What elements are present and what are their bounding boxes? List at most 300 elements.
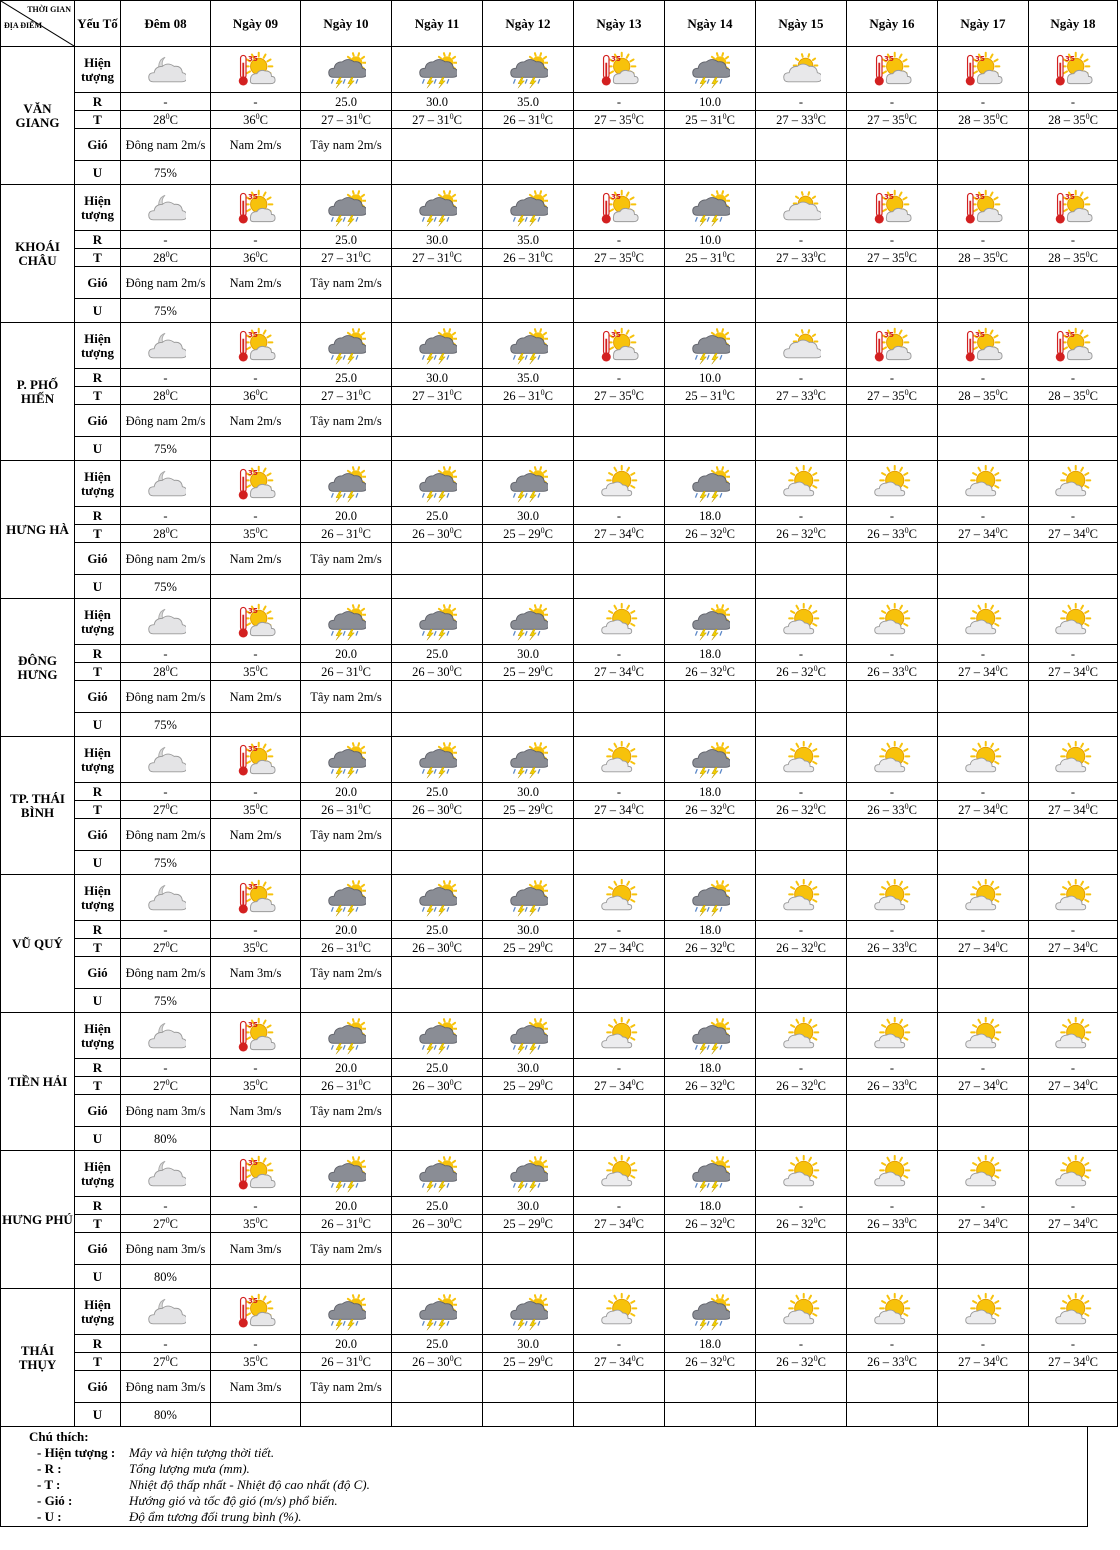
humidity-value <box>483 1127 574 1151</box>
partly-sunny-icon <box>963 464 1003 504</box>
temperature-range: 27 – 31 <box>321 388 359 403</box>
rain-value: - <box>121 1059 211 1077</box>
row-label-phenomenon: Hiện tượng <box>75 47 121 93</box>
rain-value: - <box>1029 645 1118 663</box>
wind-value <box>1029 957 1118 989</box>
humidity-value <box>483 299 574 323</box>
temperature-range: 26 – 32 <box>685 1354 723 1369</box>
temperature-row <box>1 939 1118 957</box>
wind-value: Tây nam 2m/s <box>301 267 392 299</box>
rain-value: 30.0 <box>483 1335 574 1353</box>
rain-value: 35.0 <box>483 93 574 111</box>
temperature-range: 25 – 31 <box>685 112 723 127</box>
thunderstorm-icon <box>417 1292 457 1332</box>
temperature-value <box>574 1215 665 1233</box>
temperature-unit: C <box>1089 250 1098 265</box>
humidity-value <box>1029 161 1118 185</box>
temperature-range: 27 – 34 <box>594 1354 632 1369</box>
temperature-value <box>121 1077 211 1095</box>
temperature-unit: C <box>908 526 917 541</box>
wind-row <box>1 405 1118 437</box>
humidity-value: 75% <box>121 299 211 323</box>
rain-row <box>1 783 1118 801</box>
partly-sunny-icon <box>781 602 821 642</box>
temperature-value <box>211 387 301 405</box>
temperature-range: 27 – 33 <box>776 112 814 127</box>
legend-key: - T : <box>37 1477 61 1492</box>
temperature-range: 26 – 33 <box>867 526 905 541</box>
degree-sign: 0 <box>904 525 909 535</box>
weather-icon-cell <box>211 599 301 645</box>
weather-icon-cell <box>847 1289 938 1335</box>
weather-icon-cell <box>756 461 847 507</box>
temperature-unit: C <box>453 1354 462 1369</box>
temperature-unit: C <box>544 112 553 127</box>
degree-sign: 0 <box>540 525 545 535</box>
degree-sign: 0 <box>540 1215 545 1225</box>
humidity-value <box>1029 713 1118 737</box>
humidity-value <box>301 437 392 461</box>
partly-sunny-icon <box>599 878 639 918</box>
rain-value: 18.0 <box>665 1059 756 1077</box>
degree-sign: 0 <box>631 1215 636 1225</box>
weather-icon-cell <box>121 875 211 921</box>
row-label-rain: R <box>75 921 121 939</box>
temperature-value <box>483 387 574 405</box>
weather-icon-cell <box>665 1151 756 1197</box>
wind-value <box>756 129 847 161</box>
wind-value: Nam 3m/s <box>211 1233 301 1265</box>
temperature-value <box>938 801 1029 819</box>
humidity-value <box>665 1403 756 1427</box>
humidity-value <box>847 299 938 323</box>
degree-sign: 0 <box>449 249 454 259</box>
location-name: KHOÁI CHÂU <box>1 185 75 323</box>
weather-icon-cell <box>483 875 574 921</box>
rain-value: - <box>847 231 938 249</box>
temperature-unit: C <box>169 112 178 127</box>
svg-text:35: 35 <box>247 1019 258 1029</box>
location-name: ĐÔNG HƯNG <box>1 599 75 737</box>
rain-value: - <box>121 1335 211 1353</box>
temperature-value <box>1029 1215 1118 1233</box>
thunderstorm-icon <box>417 602 457 642</box>
weather-icon-cell <box>211 1151 301 1197</box>
weather-icon-cell <box>756 47 847 93</box>
weather-icon-cell <box>392 1151 483 1197</box>
temperature-value <box>847 663 938 681</box>
temperature-value <box>301 1077 392 1095</box>
wind-value <box>756 681 847 713</box>
weather-icon-cell <box>847 47 938 93</box>
wind-value <box>938 1095 1029 1127</box>
rain-value: 20.0 <box>301 645 392 663</box>
wind-value <box>756 1371 847 1403</box>
degree-sign: 0 <box>1085 1353 1090 1363</box>
temperature-range: 27 – 34 <box>1048 1216 1086 1231</box>
row-label-humidity: U <box>75 1403 121 1427</box>
partly-sunny-icon <box>963 878 1003 918</box>
temperature-unit: C <box>453 1216 462 1231</box>
partly-sunny-icon <box>872 602 912 642</box>
humidity-value <box>847 713 938 737</box>
day-header: Ngày 16 <box>847 1 938 47</box>
hot-sun-icon <box>872 326 912 366</box>
humidity-value <box>483 1265 574 1289</box>
weather-icon-cell <box>847 323 938 369</box>
temperature-unit: C <box>817 1078 826 1093</box>
temperature-value <box>1029 1077 1118 1095</box>
temperature-range: 28 – 35 <box>1048 112 1086 127</box>
hot-sun-icon <box>1053 188 1093 228</box>
temperature-value <box>847 1077 938 1095</box>
svg-text:35: 35 <box>247 329 258 339</box>
temperature-value <box>756 1215 847 1233</box>
rain-value: - <box>574 369 665 387</box>
rain-value: 20.0 <box>301 507 392 525</box>
temperature-unit: C <box>544 388 553 403</box>
degree-sign: 0 <box>255 1077 260 1087</box>
temperature-unit: C <box>635 388 644 403</box>
temperature-unit: C <box>817 526 826 541</box>
weather-icon-cell <box>483 1151 574 1197</box>
temperature-unit: C <box>999 802 1008 817</box>
row-label-wind: Gió <box>75 1233 121 1265</box>
degree-sign: 0 <box>358 1077 363 1087</box>
weather-icon-cell <box>483 1289 574 1335</box>
hot-sun-icon <box>1053 50 1093 90</box>
temperature-range: 27 – 34 <box>958 802 996 817</box>
day-header: Ngày 18 <box>1029 1 1118 47</box>
rain-value: - <box>211 93 301 111</box>
wind-value: Đông nam 3m/s <box>121 1233 211 1265</box>
row-label-humidity: U <box>75 299 121 323</box>
degree-sign: 0 <box>904 387 909 397</box>
humidity-value: 75% <box>121 161 211 185</box>
temperature-row <box>1 663 1118 681</box>
thunderstorm-icon <box>690 878 730 918</box>
weather-icon-cell <box>574 599 665 645</box>
degree-sign: 0 <box>813 1215 818 1225</box>
humidity-value <box>483 437 574 461</box>
temperature-unit: C <box>1089 664 1098 679</box>
row-label-phenomenon: Hiện tượng <box>75 875 121 921</box>
temperature-range: 26 – 32 <box>685 940 723 955</box>
weather-icon-cell <box>483 461 574 507</box>
temperature-range: 26 – 31 <box>321 1354 359 1369</box>
header-row <box>1 1 1118 47</box>
weather-icon-cell <box>301 47 392 93</box>
hot-sun-icon <box>872 188 912 228</box>
rain-value: 10.0 <box>665 93 756 111</box>
degree-sign: 0 <box>358 111 363 121</box>
temperature-range: 26 – 31 <box>503 388 541 403</box>
humidity-value <box>665 1265 756 1289</box>
temperature-unit: C <box>1089 1354 1098 1369</box>
weather-icon-cell <box>756 875 847 921</box>
wind-value <box>665 1371 756 1403</box>
temperature-range: 28 <box>153 664 166 679</box>
humidity-value: 75% <box>121 575 211 599</box>
degree-sign: 0 <box>165 111 170 121</box>
wind-value <box>392 1095 483 1127</box>
temperature-value <box>121 111 211 129</box>
temperature-unit: C <box>999 250 1008 265</box>
degree-sign: 0 <box>449 801 454 811</box>
weather-icon-cell <box>121 737 211 783</box>
humidity-value <box>665 161 756 185</box>
humidity-value <box>211 713 301 737</box>
temperature-value <box>483 1353 574 1371</box>
temperature-range: 27 <box>153 940 166 955</box>
temperature-range: 26 – 32 <box>776 1078 814 1093</box>
wind-value <box>665 405 756 437</box>
row-label-temperature: T <box>75 387 121 405</box>
temperature-unit: C <box>544 526 553 541</box>
degree-sign: 0 <box>540 111 545 121</box>
legend-description: Tổng lượng mưa (mm). <box>129 1461 250 1476</box>
degree-sign: 0 <box>255 525 260 535</box>
humidity-value <box>211 299 301 323</box>
humidity-value: 75% <box>121 851 211 875</box>
temperature-value <box>938 387 1029 405</box>
degree-sign: 0 <box>255 249 260 259</box>
humidity-value <box>211 161 301 185</box>
wind-value: Tây nam 2m/s <box>301 1371 392 1403</box>
rain-value: - <box>574 1335 665 1353</box>
degree-sign: 0 <box>631 525 636 535</box>
humidity-row <box>1 437 1118 461</box>
rain-value: - <box>211 1059 301 1077</box>
weather-icon-cell <box>301 185 392 231</box>
weather-icon-cell <box>1029 461 1118 507</box>
weather-icon-cell <box>392 1289 483 1335</box>
weather-icon-cell <box>574 47 665 93</box>
degree-sign: 0 <box>255 1215 260 1225</box>
humidity-value <box>1029 1265 1118 1289</box>
temperature-unit: C <box>259 802 268 817</box>
partly-sunny-icon <box>781 1154 821 1194</box>
temperature-value <box>938 1353 1029 1371</box>
cloudy-night-icon <box>146 1016 186 1056</box>
temperature-unit: C <box>362 1354 371 1369</box>
thunderstorm-icon <box>326 878 366 918</box>
rain-value: 30.0 <box>392 369 483 387</box>
rain-value: - <box>121 507 211 525</box>
weather-icon-cell <box>756 185 847 231</box>
temperature-value <box>301 801 392 819</box>
rain-value: 10.0 <box>665 231 756 249</box>
thunderstorm-icon <box>326 50 366 90</box>
weather-icon-cell <box>301 875 392 921</box>
day-header: Ngày 17 <box>938 1 1029 47</box>
rain-value: - <box>1029 783 1118 801</box>
wind-value <box>938 405 1029 437</box>
row-label-humidity: U <box>75 989 121 1013</box>
temperature-unit: C <box>453 388 462 403</box>
weather-icon-cell <box>301 1151 392 1197</box>
weather-icon-cell <box>121 461 211 507</box>
rain-value: - <box>1029 1059 1118 1077</box>
wind-value <box>1029 819 1118 851</box>
wind-value: Nam 3m/s <box>211 1095 301 1127</box>
wind-value <box>847 405 938 437</box>
rain-value: 30.0 <box>483 1059 574 1077</box>
temperature-unit: C <box>453 802 462 817</box>
wind-value <box>847 957 938 989</box>
degree-sign: 0 <box>255 663 260 673</box>
partly-sunny-icon <box>599 1154 639 1194</box>
rain-value: - <box>121 645 211 663</box>
temperature-value <box>665 1077 756 1095</box>
weather-icon-cell <box>211 1013 301 1059</box>
humidity-value <box>211 1127 301 1151</box>
weather-icon-cell <box>756 1013 847 1059</box>
location-name: TIỀN HẢI <box>1 1013 75 1151</box>
humidity-value <box>847 1403 938 1427</box>
weather-icon-cell <box>1029 875 1118 921</box>
temperature-range: 27 – 34 <box>958 940 996 955</box>
wind-value: Đông nam 2m/s <box>121 957 211 989</box>
humidity-value <box>847 1127 938 1151</box>
temperature-range: 27 – 34 <box>958 1216 996 1231</box>
temperature-unit: C <box>726 388 735 403</box>
wind-value <box>756 1233 847 1265</box>
thunderstorm-icon <box>508 464 548 504</box>
rain-value: 25.0 <box>392 921 483 939</box>
humidity-value <box>392 575 483 599</box>
temperature-value <box>665 939 756 957</box>
weather-icon-cell <box>392 185 483 231</box>
phenomenon-row <box>1 461 1118 507</box>
hot-sun-icon <box>963 326 1003 366</box>
temperature-range: 27 – 35 <box>594 112 632 127</box>
wind-value <box>1029 1095 1118 1127</box>
rain-value: 35.0 <box>483 231 574 249</box>
temperature-value <box>211 1077 301 1095</box>
wind-value: Nam 2m/s <box>211 543 301 575</box>
temperature-range: 27 – 34 <box>594 526 632 541</box>
humidity-value <box>665 713 756 737</box>
legend-key: - U : <box>37 1509 62 1524</box>
rain-value: 30.0 <box>483 921 574 939</box>
hot-sun-icon <box>872 50 912 90</box>
humidity-value <box>574 851 665 875</box>
rain-value: - <box>574 1197 665 1215</box>
temperature-unit: C <box>726 250 735 265</box>
legend-description: Mây và hiện tượng thời tiết. <box>129 1445 275 1460</box>
temperature-unit: C <box>908 388 917 403</box>
temperature-unit: C <box>726 664 735 679</box>
wind-value <box>574 1233 665 1265</box>
temperature-value <box>756 801 847 819</box>
humidity-value: 75% <box>121 989 211 1013</box>
weather-icon-cell <box>938 47 1029 93</box>
temperature-range: 28 <box>153 388 166 403</box>
humidity-value <box>211 1403 301 1427</box>
wind-value <box>938 1371 1029 1403</box>
wind-row <box>1 1371 1118 1403</box>
thunderstorm-icon <box>690 740 730 780</box>
temperature-unit: C <box>362 1216 371 1231</box>
temperature-value <box>211 663 301 681</box>
temperature-range: 27 – 31 <box>412 388 450 403</box>
temperature-unit: C <box>817 802 826 817</box>
rain-value: - <box>574 231 665 249</box>
temperature-value <box>1029 939 1118 957</box>
weather-icon-cell <box>574 1151 665 1197</box>
degree-sign: 0 <box>722 1353 727 1363</box>
degree-sign: 0 <box>995 249 1000 259</box>
thunderstorm-icon <box>417 1154 457 1194</box>
wind-value: Nam 3m/s <box>211 957 301 989</box>
weather-icon-cell <box>574 185 665 231</box>
temperature-value <box>483 1215 574 1233</box>
rain-value: - <box>756 1059 847 1077</box>
temperature-value <box>847 1353 938 1371</box>
degree-sign: 0 <box>358 1353 363 1363</box>
wind-value <box>483 405 574 437</box>
humidity-value <box>1029 437 1118 461</box>
temperature-value <box>483 663 574 681</box>
cloudy-night-icon <box>146 602 186 642</box>
hot-sun-icon <box>236 326 276 366</box>
row-label-wind: Gió <box>75 1095 121 1127</box>
temperature-range: 26 – 32 <box>776 802 814 817</box>
location-name: TP. THÁI BÌNH <box>1 737 75 875</box>
humidity-value <box>1029 575 1118 599</box>
rain-value: 25.0 <box>392 645 483 663</box>
rain-value: 25.0 <box>392 1197 483 1215</box>
temperature-range: 27 <box>153 802 166 817</box>
temperature-unit: C <box>999 940 1008 955</box>
wind-value <box>847 1233 938 1265</box>
row-label-humidity: U <box>75 437 121 461</box>
wind-value <box>847 543 938 575</box>
row-label-phenomenon: Hiện tượng <box>75 323 121 369</box>
location-name: HƯNG PHÚ <box>1 1151 75 1289</box>
weather-icon-cell <box>392 47 483 93</box>
temperature-value <box>392 525 483 543</box>
partly-sunny-icon <box>872 1292 912 1332</box>
degree-sign: 0 <box>904 1215 909 1225</box>
temperature-range: 27 – 35 <box>867 250 905 265</box>
temperature-unit: C <box>1089 1078 1098 1093</box>
svg-text:35: 35 <box>1064 329 1075 339</box>
humidity-row <box>1 299 1118 323</box>
degree-sign: 0 <box>358 525 363 535</box>
temperature-unit: C <box>259 1078 268 1093</box>
temperature-unit: C <box>169 802 178 817</box>
humidity-value <box>847 575 938 599</box>
rain-value: - <box>1029 1335 1118 1353</box>
temperature-value <box>121 1353 211 1371</box>
rain-value: - <box>574 507 665 525</box>
temperature-range: 26 – 30 <box>412 1354 450 1369</box>
humidity-value <box>483 851 574 875</box>
temperature-unit: C <box>362 1078 371 1093</box>
degree-sign: 0 <box>631 111 636 121</box>
temperature-unit: C <box>726 1216 735 1231</box>
humidity-value <box>483 989 574 1013</box>
temperature-range: 25 – 29 <box>503 802 541 817</box>
thunderstorm-icon <box>417 740 457 780</box>
wind-value <box>938 267 1029 299</box>
weather-icon-cell <box>392 323 483 369</box>
degree-sign: 0 <box>631 801 636 811</box>
temperature-range: 27 – 34 <box>1048 526 1086 541</box>
humidity-value <box>211 989 301 1013</box>
